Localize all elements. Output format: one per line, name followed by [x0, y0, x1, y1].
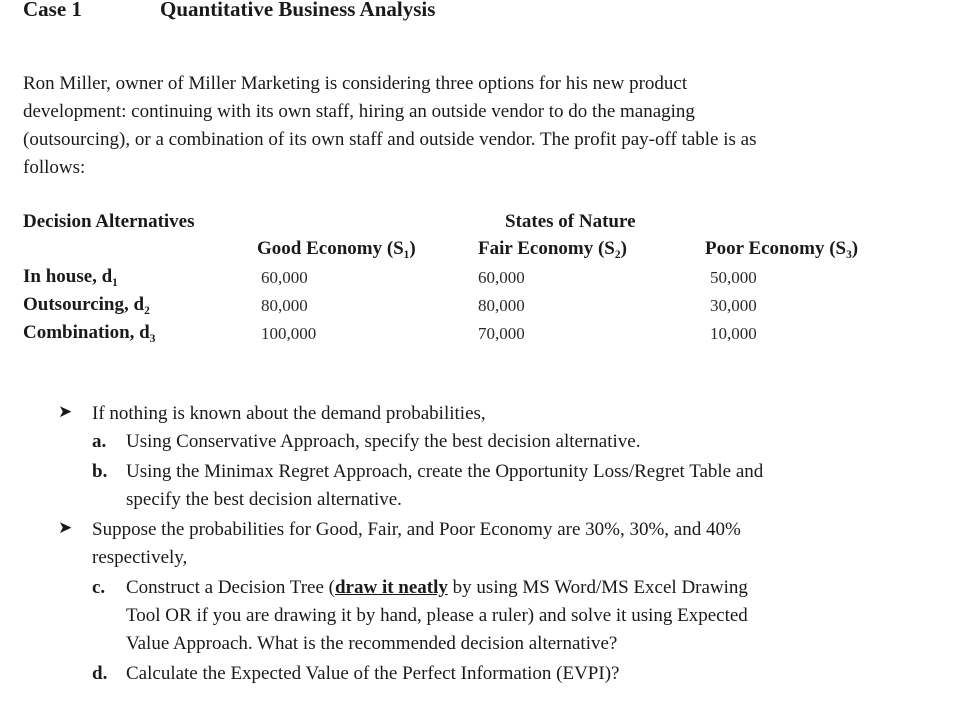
cell-in-house-good: 60,000 [261, 268, 308, 287]
arrow-bullet-icon: ➤ [58, 518, 73, 537]
col-header-fair: Fair Economy (S₂) [478, 238, 627, 259]
row-label-in-house: In house, d₁ [23, 266, 118, 287]
row-header: Decision Alternatives [23, 211, 195, 232]
question-c-line-3: Value Approach. What is the recommended decision alternative? [126, 633, 618, 654]
intro-line-4: follows: [23, 157, 86, 178]
question-c-letter: c. [92, 577, 106, 598]
col-header-poor: Poor Economy (S₃) [705, 238, 859, 259]
cell-combination-poor: 10,000 [710, 324, 757, 343]
bullet-1-text: If nothing is known about the demand probabilities, [92, 403, 486, 424]
arrow-bullet-icon: ➤ [58, 402, 73, 421]
intro-line-2: development: continuing with its own staff, hiring an outside vendor to do the managing [23, 101, 695, 122]
question-c-line-1-post: by using MS Word/MS Excel Drawing [447, 577, 748, 598]
question-b-line-2: specify the best decision alternative. [126, 489, 402, 510]
intro-line-1: Ron Miller, owner of Miller Marketing is considering three options for his new product [23, 73, 688, 94]
question-c-line-1 [126, 574, 748, 602]
cell-combination-good: 100,000 [261, 324, 317, 343]
case-label: Case 1 [23, 0, 82, 21]
question-c-emphasis: draw it neatly [334, 577, 448, 598]
col-header-good: Good Economy (S₁) [257, 238, 416, 259]
question-d-text: Calculate the Expected Value of the Perfect Information (EVPI)? [126, 663, 620, 684]
intro-line-3: (outsourcing), or a combination of its own staff and outside vendor. The profit pay-off table is as [23, 129, 757, 150]
bullet-2-line-2: respectively, [92, 547, 188, 568]
question-b-line-1: Using the Minimax Regret Approach, create the Opportunity Loss/Regret Table and [126, 461, 764, 482]
question-a-letter: a. [92, 431, 107, 452]
course-title: Quantitative Business Analysis [160, 0, 436, 21]
question-a-text: Using Conservative Approach, specify the best decision alternative. [126, 431, 641, 452]
cell-outsourcing-good: 80,000 [261, 296, 308, 315]
row-label-combination: Combination, d₃ [23, 322, 156, 343]
bullet-2-line-1: Suppose the probabilities for Good, Fair, and Poor Economy are 30%, 30%, and 40% [92, 519, 741, 540]
group-header: States of Nature [505, 211, 636, 232]
row-label-outsourcing: Outsourcing, d₂ [23, 294, 150, 315]
question-b-letter: b. [92, 461, 108, 482]
cell-outsourcing-poor: 30,000 [710, 296, 757, 315]
cell-combination-fair: 70,000 [478, 324, 525, 343]
cell-in-house-poor: 50,000 [710, 268, 757, 287]
question-d-letter: d. [92, 663, 108, 684]
cell-in-house-fair: 60,000 [478, 268, 525, 287]
cell-outsourcing-fair: 80,000 [478, 296, 525, 315]
question-c-line-1-pre: Construct a Decision Tree ( [126, 577, 335, 598]
intro-paragraph [23, 70, 953, 182]
question-c-line-2: Tool OR if you are drawing it by hand, please a ruler) and solve it using Expected [126, 605, 748, 626]
